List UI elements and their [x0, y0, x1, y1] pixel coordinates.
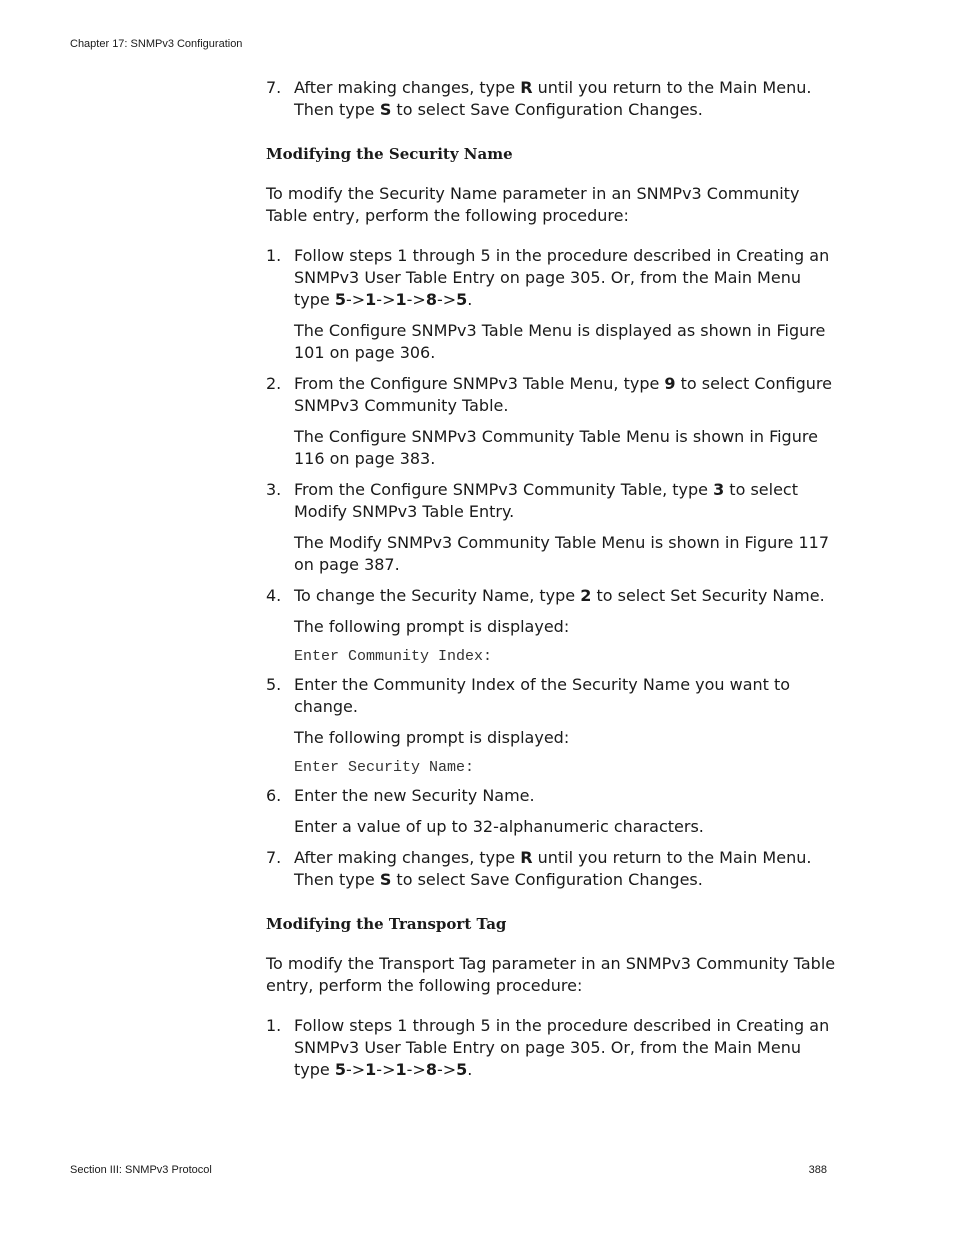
step-text: until you return to the Main Menu. Then type [294, 848, 812, 889]
arrow: -> [406, 290, 426, 309]
step-4 [266, 585, 838, 607]
step-text: to select Configure SNMPv3 Community Table. [294, 374, 832, 415]
key-s: S [379, 870, 392, 889]
step-number: 6. [266, 786, 282, 805]
arrow: -> [406, 1060, 426, 1079]
step-1 [266, 245, 838, 311]
key: 1 [395, 290, 407, 309]
step-text: Follow steps 1 through 5 in the procedure described in Creating an SNMPv3 User Table Entry on page 305. Or, from the Main Menu type [294, 246, 830, 309]
key: 5 [456, 1060, 468, 1079]
step-number: 1. [266, 246, 282, 265]
arrow: -> [345, 290, 366, 309]
key: 8 [425, 290, 437, 309]
period: . [467, 1060, 473, 1079]
key-r: R [520, 848, 533, 867]
arrow: -> [436, 290, 457, 309]
arrow: -> [376, 290, 396, 309]
key: 5 [334, 1060, 346, 1079]
arrow: -> [436, 1060, 457, 1079]
step-1 [266, 1015, 838, 1081]
arrow: -> [345, 1060, 366, 1079]
key: 8 [425, 1060, 437, 1079]
page-number: 388 [808, 1164, 827, 1176]
step-text: to select Modify SNMPv3 Table Entry. [294, 480, 798, 521]
step-text: Enter the Community Index of the Security Name you want to change. [294, 675, 791, 716]
step-text: until you return to the Main Menu. Then type [294, 78, 812, 119]
key: 3 [713, 480, 725, 499]
step-text: After making changes, type [294, 78, 521, 97]
step-7-save [266, 77, 838, 121]
step-text: From the Configure SNMPv3 Community Table, type [294, 480, 714, 499]
step-note: The Configure SNMPv3 Community Table Menu is shown in Figure 116 on page 383. [294, 427, 818, 468]
section-heading-transport-tag: Modifying the Transport Tag [266, 915, 507, 933]
step-3 [266, 479, 838, 523]
step-text: To change the Security Name, type [294, 586, 581, 605]
page-body [266, 77, 838, 1090]
arrow: -> [376, 1060, 396, 1079]
key-s: S [379, 100, 392, 119]
step-text: to select Save Configuration Changes. [391, 870, 703, 889]
key-r: R [520, 78, 533, 97]
step-6 [266, 785, 838, 807]
step-note: The Configure SNMPv3 Table Menu is displayed as shown in Figure 101 on page 306. [294, 321, 826, 362]
step-text: to select Save Configuration Changes. [391, 100, 703, 119]
step-number: 1. [266, 1016, 282, 1035]
key: 1 [395, 1060, 407, 1079]
step-2 [266, 373, 838, 417]
step-text: Follow steps 1 through 5 in the procedure described in Creating an SNMPv3 User Table Entry on page 305. Or, from the Main Menu type [294, 1016, 830, 1079]
step-text: After making changes, type [294, 848, 521, 867]
step-note: The Modify SNMPv3 Community Table Menu is shown in Figure 117 on page 387. [294, 533, 830, 574]
key: 5 [334, 290, 346, 309]
key: 1 [365, 1060, 377, 1079]
step-number: 7. [266, 848, 282, 867]
step-note: The following prompt is displayed: [294, 617, 570, 636]
step-text: From the Configure SNMPv3 Table Menu, type [294, 374, 665, 393]
section-intro: To modify the Security Name parameter in an SNMPv3 Community Table entry, perform the following procedure: [266, 184, 800, 225]
key: 5 [456, 290, 468, 309]
running-header: Chapter 17: SNMPv3 Configuration [70, 38, 243, 50]
key: 2 [580, 586, 592, 605]
step-number: 7. [266, 78, 282, 97]
step-7 [266, 847, 838, 891]
step-number: 4. [266, 586, 282, 605]
prompt-code: Enter Community Index: [294, 648, 493, 665]
key: 9 [664, 374, 676, 393]
step-note: Enter a value of up to 32-alphanumeric characters. [294, 817, 704, 836]
step-number: 3. [266, 480, 282, 499]
running-footer-section: Section III: SNMPv3 Protocol [70, 1164, 212, 1176]
section-heading-security-name: Modifying the Security Name [266, 145, 513, 163]
step-text: Enter the new Security Name. [294, 786, 535, 805]
step-number: 2. [266, 374, 282, 393]
step-number: 5. [266, 675, 282, 694]
key: 1 [365, 290, 377, 309]
step-text: to select Set Security Name. [591, 586, 825, 605]
period: . [467, 290, 473, 309]
prompt-code: Enter Security Name: [294, 759, 475, 776]
section-intro: To modify the Transport Tag parameter in an SNMPv3 Community Table entry, perform the following procedure: [266, 954, 836, 995]
step-note: The following prompt is displayed: [294, 728, 570, 747]
step-5 [266, 674, 838, 718]
